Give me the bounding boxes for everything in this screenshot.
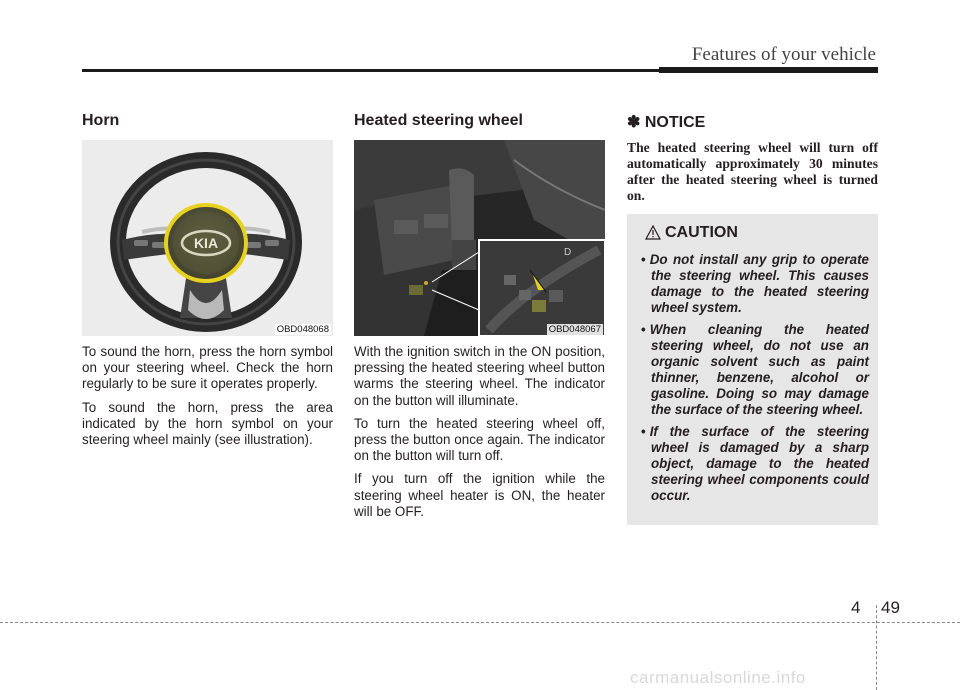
horn-figure-label: OBD048068 (276, 324, 329, 335)
header-rule-accent (659, 67, 878, 73)
heated-figure-label: OBD048067 (548, 324, 601, 335)
horn-heading: Horn (82, 112, 120, 129)
list-item: • If the surface of the steering wheel is damaged by a sharp object, damage to the heated steering wheel components could occur. (641, 424, 869, 503)
notice-heading (627, 112, 705, 132)
notice-icon: ✽ (627, 114, 641, 131)
caution-list (637, 252, 869, 510)
watermark: carmanualsonline.info (630, 668, 806, 687)
footer-divider (876, 605, 877, 690)
svg-text:D: D (564, 247, 572, 258)
bullet-icon: • (641, 424, 646, 439)
bullet-icon: • (641, 322, 646, 337)
heated-figure (354, 140, 605, 336)
notice-text: The heated steering wheel will turn off automatically approximately 30 minutes after the heated steering wheel is turned on. (627, 140, 878, 203)
kia-logo-text: KIA (193, 235, 219, 251)
horn-paragraph-1: To sound the horn, press the horn symbol on your steering wheel. Check the horn regularly to be sure it operates properly. (82, 344, 333, 392)
horn-figure (82, 140, 333, 336)
horn-paragraph-2: To sound the horn, press the area indicated by the horn symbol on your steering wheel mainly (see illustration). (82, 399, 333, 448)
page-number: 49 (881, 598, 900, 617)
list-item: • Do not install any grip to operate the steering wheel. This causes damage to the heated steering wheel system. (641, 252, 869, 315)
heated-paragraph-3: If you turn off the ignition while the steering wheel heater is ON, the heater will be OFF. (354, 471, 605, 519)
chapter-number: 4 (851, 598, 861, 617)
heated-body (354, 344, 605, 527)
list-item: • When cleaning the heated steering wheel, do not use an organic solvent such as paint thinner, benzene, alcohol or gasoline. Doing so may damage the surface of the steering wheel. (641, 322, 869, 417)
footer-rule (0, 622, 960, 623)
caution-heading (645, 224, 738, 242)
notice-title: NOTICE (644, 114, 706, 131)
heated-paragraph-1: With the ignition switch in the ON position, pressing the heated steering wheel button warms the steering wheel. The indicator on the button will illuminate. (354, 344, 605, 408)
bullet-icon: • (641, 252, 646, 267)
heated-heading: Heated steering wheel (354, 112, 523, 129)
caution-title: CAUTION (665, 224, 738, 241)
console-illustration (354, 140, 605, 336)
caution-box (627, 214, 878, 525)
heated-paragraph-2: To turn the heated steering wheel off, press the button once again. The indicator on the button will turn off. (354, 415, 605, 464)
warning-triangle-icon (645, 225, 661, 240)
horn-body (82, 344, 333, 455)
steering-wheel-illustration (82, 140, 333, 336)
header-title: Features of your vehicle (691, 44, 876, 65)
